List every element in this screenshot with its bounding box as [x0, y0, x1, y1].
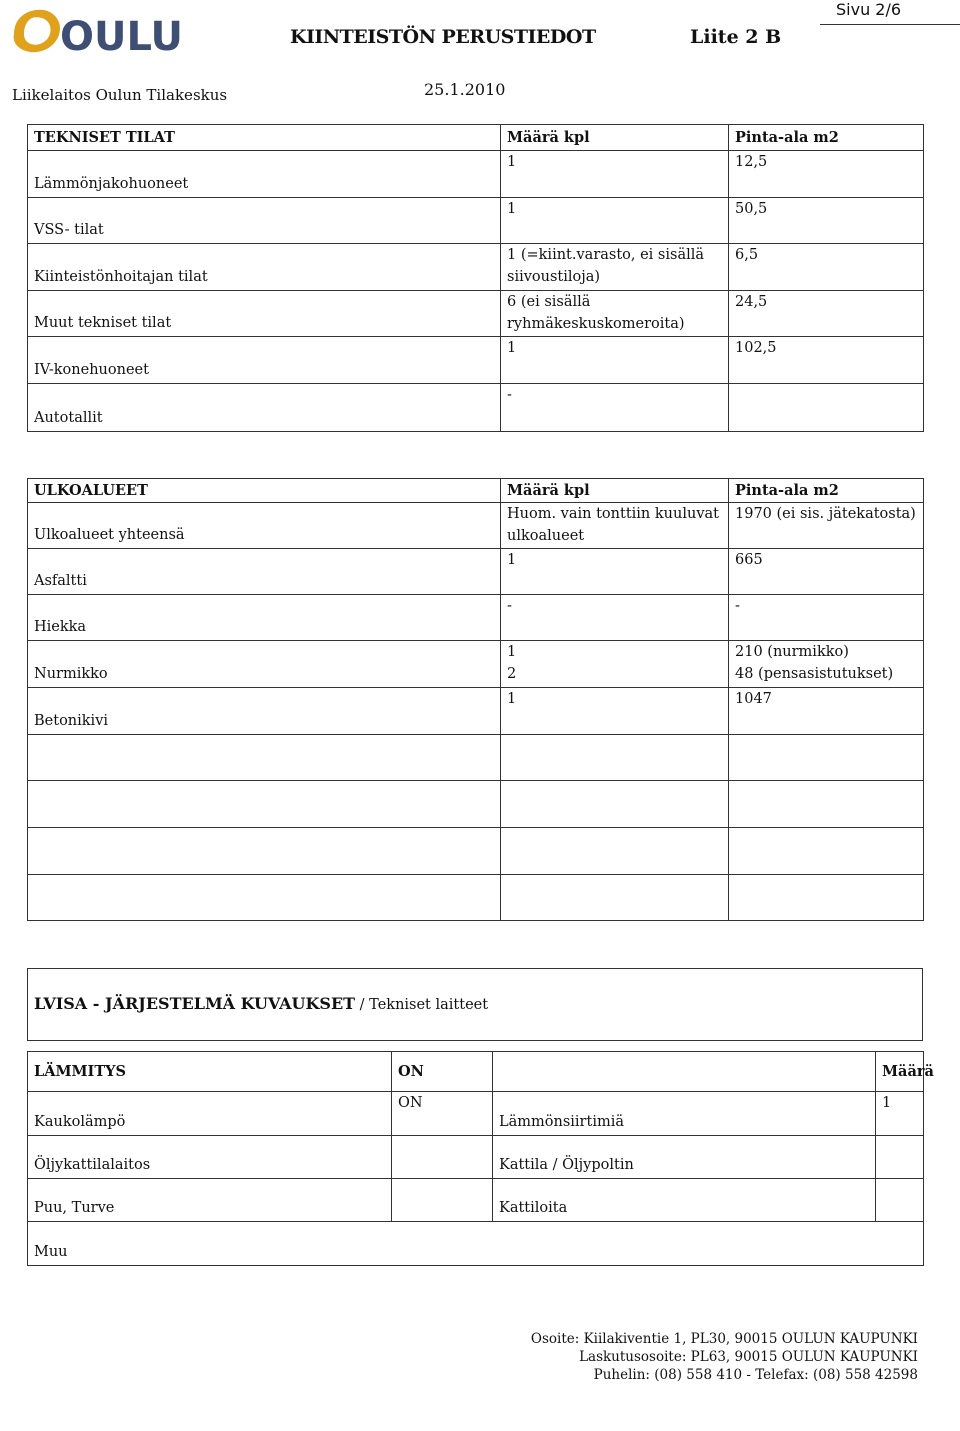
- table-row: [28, 595, 924, 641]
- footer-address: Osoite: Kiilakiventie 1, PL30, 90015 OULUN KAUPUNKI: [530, 1331, 918, 1347]
- row-name: Asfaltti: [34, 573, 87, 589]
- lvisa-heading-box: [27, 968, 923, 1041]
- footer-phone: Puhelin: (08) 558 410 - Telefax: (08) 558 42598: [593, 1367, 918, 1383]
- ulkoalueet-header-qty: Määrä kpl: [501, 479, 729, 503]
- footer-billing-address: Laskutusosoite: PL63, 90015 OULUN KAUPUNKI: [579, 1349, 918, 1365]
- row-area: 1047: [729, 688, 924, 735]
- row-qty: [876, 1136, 924, 1179]
- row-area: 24,5: [729, 291, 924, 337]
- row-name: Ulkoalueet yhteensä: [34, 527, 185, 543]
- row-on: [392, 1136, 493, 1179]
- row-area: -: [729, 595, 924, 641]
- table-row: [28, 828, 924, 875]
- row-device: Kattila / Öljypoltin: [499, 1157, 634, 1173]
- table-row: [28, 1092, 924, 1136]
- lammitys-table: [27, 1051, 934, 1266]
- row-name: Puu, Turve: [34, 1200, 115, 1216]
- row-qty: 1: [501, 151, 729, 198]
- lammitys-header-device: [493, 1052, 876, 1092]
- ulkoalueet-header-name: ULKOALUEET: [28, 479, 501, 503]
- row-name: IV-konehuoneet: [34, 362, 149, 378]
- row-area: 12,5: [729, 151, 924, 198]
- row-qty: Huom. vain tonttiin kuuluvat ulkoalueet: [501, 503, 729, 549]
- tekniset-tilat-table: [27, 124, 924, 432]
- lammitys-header-name: LÄMMITYS: [28, 1052, 392, 1092]
- row-name: Lämmönjakohuoneet: [34, 176, 189, 192]
- table-row: [28, 1136, 924, 1179]
- table-row: [28, 1179, 924, 1222]
- row-qty: 1: [876, 1092, 924, 1136]
- row-area: 665: [729, 549, 924, 595]
- row-area: 50,5: [729, 198, 924, 244]
- table-row: [28, 781, 924, 828]
- document-title: KIINTEISTÖN PERUSTIEDOT: [290, 26, 596, 48]
- row-qty: 1: [501, 337, 729, 384]
- row-area: 1970 (ei sis. jätekatosta): [729, 503, 924, 549]
- table-row: [28, 641, 924, 688]
- row-area: [729, 384, 924, 432]
- row-qty: -: [501, 595, 729, 641]
- table-row: [28, 735, 924, 781]
- tekniset-header-name: TEKNISET TILAT: [28, 125, 501, 151]
- row-name: Öljykattilalaitos: [34, 1157, 151, 1173]
- tekniset-header-qty: Määrä kpl: [501, 125, 729, 151]
- row-name: Betonikivi: [34, 713, 109, 729]
- table-row: [28, 291, 924, 337]
- ulkoalueet-header-area: Pinta-ala m2: [729, 479, 924, 503]
- tekniset-header-area: Pinta-ala m2: [729, 125, 924, 151]
- lammitys-header-qty: Määrä: [876, 1052, 924, 1092]
- table-row: [28, 384, 924, 432]
- row-qty: 1 (=kiint.varasto, ei sisällä siivoustiloja): [501, 244, 729, 291]
- row-device: Kattiloita: [499, 1200, 568, 1216]
- table-row: [28, 549, 924, 595]
- header-rule: [820, 24, 960, 25]
- table-row: [28, 875, 924, 921]
- table-row: [28, 151, 924, 198]
- row-qty: 6 (ei sisällä ryhmäkeskuskomeroita): [501, 291, 729, 337]
- row-area: 102,5: [729, 337, 924, 384]
- row-qty: 1: [501, 198, 729, 244]
- row-name: VSS- tilat: [34, 222, 104, 238]
- footer: [531, 1330, 918, 1384]
- table-row: [28, 688, 924, 735]
- appendix-label: Liite 2 B: [690, 26, 782, 48]
- row-name: Autotallit: [34, 410, 103, 426]
- table-row: [28, 503, 924, 549]
- oulu-logo: [8, 4, 184, 60]
- row-qty: [876, 1179, 924, 1222]
- row-name: Kiinteistönhoitajan tilat: [34, 269, 208, 285]
- page-number: Sivu 2/6: [836, 0, 902, 19]
- row-on: ON: [392, 1092, 493, 1136]
- lammitys-header-on: ON: [392, 1052, 493, 1092]
- table-row: [28, 337, 924, 384]
- row-name: Kaukolämpö: [34, 1114, 126, 1130]
- logo-text: OULU: [60, 14, 184, 60]
- row-qty: 1 2: [501, 641, 729, 688]
- row-name: Muu: [34, 1244, 68, 1260]
- row-qty: -: [501, 384, 729, 432]
- row-qty: 1: [501, 549, 729, 595]
- row-on: [392, 1179, 493, 1222]
- document-date: 25.1.2010: [424, 80, 506, 99]
- row-area: 6,5: [729, 244, 924, 291]
- lvisa-title: LVISA - JÄRJESTELMÄ KUVAUKSET: [34, 994, 356, 1013]
- row-area: 210 (nurmikko) 48 (pensasistutukset): [729, 641, 924, 688]
- organization-name: Liikelaitos Oulun Tilakeskus: [12, 86, 228, 104]
- lvisa-subtitle: / Tekniset laitteet: [359, 997, 489, 1013]
- table-row: [28, 244, 924, 291]
- row-name: Muut tekniset tilat: [34, 315, 172, 331]
- row-name: Nurmikko: [34, 666, 108, 682]
- row-qty: 1: [501, 688, 729, 735]
- row-name: Hiekka: [34, 619, 87, 635]
- ulkoalueet-table: [27, 478, 924, 921]
- table-row: [28, 198, 924, 244]
- table-row: [28, 1222, 924, 1266]
- row-device: Lämmönsiirtimiä: [499, 1114, 624, 1130]
